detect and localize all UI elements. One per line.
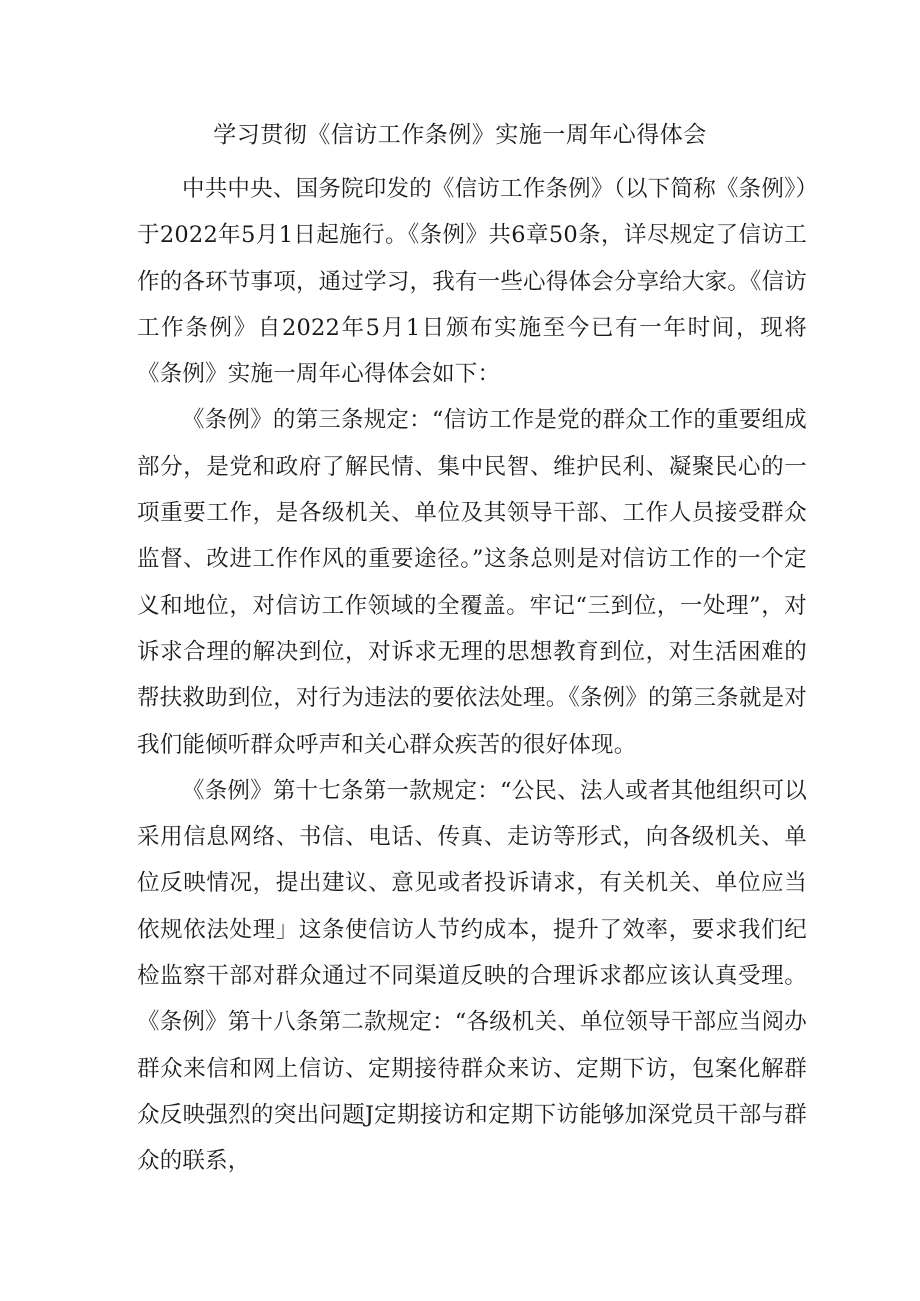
document-title: 学习贯彻《信访工作条例》实施一周年心得体会: [213, 122, 707, 148]
paragraph-intro: 中共中央、国务院印发的《信访工作条例》（以下简称《条例》）于2022年5月1日起施行。《条例》共6章50条，详尽规定了信访工作的各环节事项，通过学习，我有一些心得体会分享给大家。《信访工作条例》自2022年5月1日颁布实施至今已有一年时间，现将《条例》实施一周年心得体会如下：: [137, 176, 807, 388]
paragraph-article-3: 《条例》的第三条规定：“信访工作是党的群众工作的重要组成部分，是党和政府了解民情、集中民智、维护民利、凝聚民心的一项重要工作，是各级机关、单位及其领导干部、工作人员接受群众监督、改进工作作风的重要途径。”这条总则是对信访工作的一个定义和地位，对信访工作领域的全覆盖。牢记“三到位，一处理”，对诉求合理的解决到位，对诉求无理的思想教育到位，对生活困难的帮扶救助到位，对行为违法的要依法处理。《条例》的第三条就是对我们能倾听群众呼声和关心群众疾苦的很好体现。: [137, 407, 807, 758]
paragraph-article-17-18: 《条例》第十七条第一款规定：“公民、法人或者其他组织可以采用信息网络、书信、电话、传真、走访等形式，向各级机关、单位反映情况，提出建议、意见或者投诉请求，有关机关、单位应当依规依法处理」这条使信访人节约成本，提升了效率，要求我们纪检监察干部对群众通过不同渠道反映的合理诉求都应该认真受理。《条例》第十八条第二款规定：“各级机关、单位领导干部应当阅办群众来信和网上信访、定期接待群众来访、定期下访，包案化解群众反映强烈的突出问题J定期接访和定期下访能够加深党员干部与群众的联系，: [137, 777, 808, 1175]
document-body: [137, 166, 807, 1185]
